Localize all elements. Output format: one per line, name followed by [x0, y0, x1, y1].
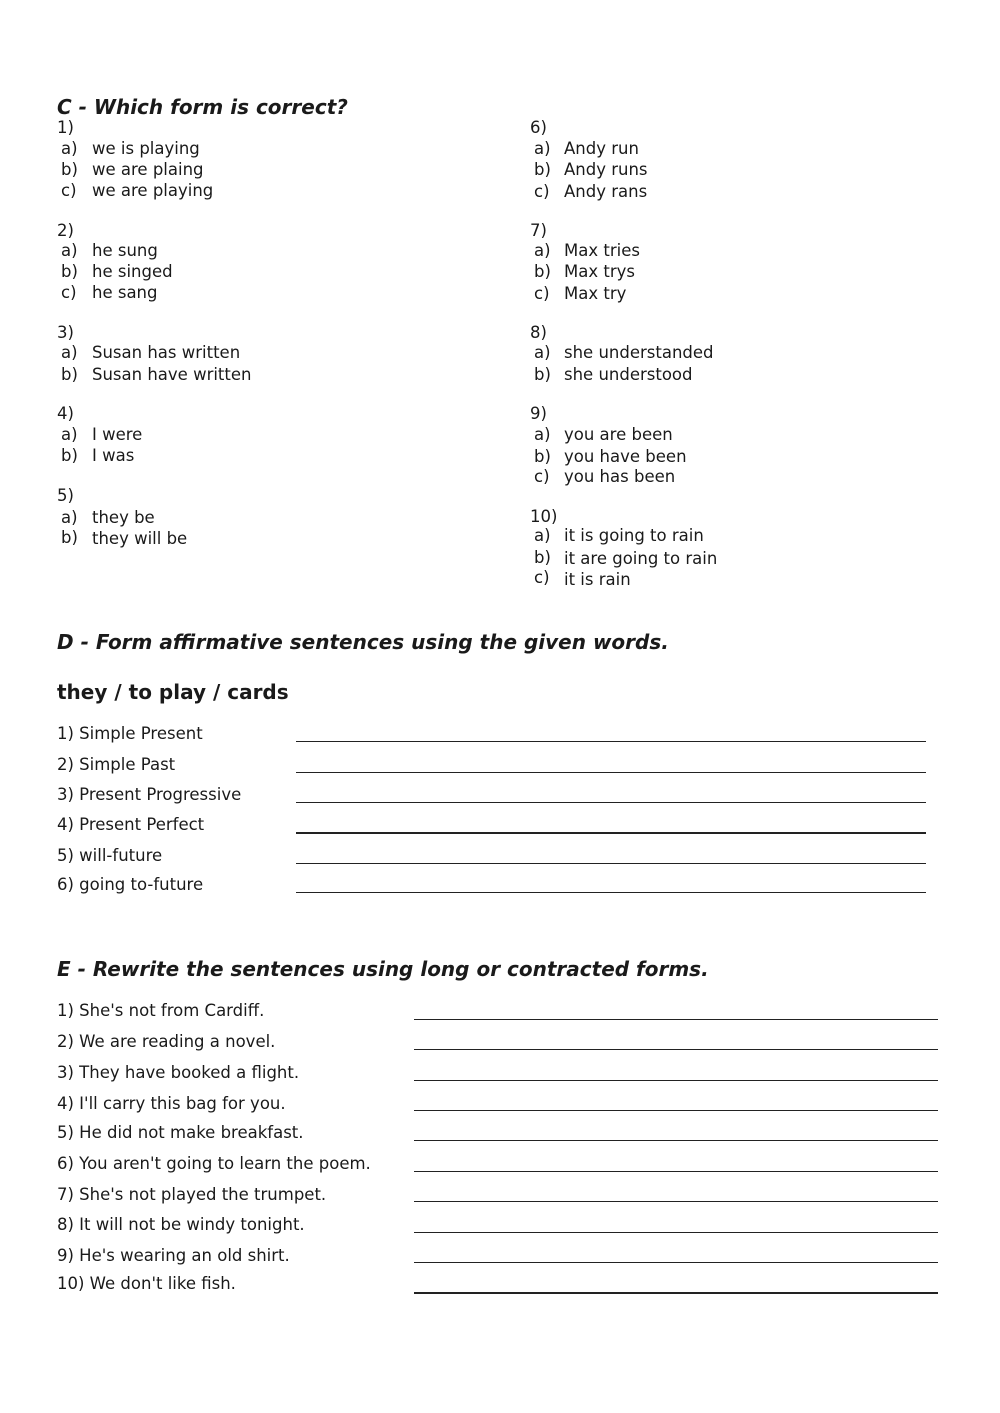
option-letter: b) — [61, 262, 78, 281]
option-letter: b) — [534, 548, 551, 567]
section-e-heading: E - Rewrite the sentences using long or contracted forms. — [57, 957, 709, 981]
option-text[interactable]: it is rain — [564, 570, 631, 589]
question-number: 7) — [530, 221, 547, 240]
option-text[interactable]: you are been — [564, 425, 673, 444]
option-letter: a) — [534, 526, 551, 545]
question-number: 9) — [530, 404, 547, 423]
option-letter: b) — [61, 365, 78, 384]
section-d-item: 4) Present Perfect — [57, 815, 205, 834]
answer-line[interactable] — [414, 1292, 938, 1294]
option-text[interactable]: I was — [92, 446, 135, 465]
section-d-heading: D - Form affirmative sentences using the given words. — [57, 630, 669, 654]
option-letter: b) — [534, 160, 551, 179]
option-letter: a) — [534, 425, 551, 444]
section-d-prompt: they / to play / cards — [57, 680, 289, 704]
option-letter: c) — [61, 283, 77, 302]
option-text[interactable]: it are going to rain — [564, 549, 718, 568]
question-number: 6) — [530, 118, 547, 137]
option-letter: c) — [534, 182, 550, 201]
section-d-item: 6) going to-future — [57, 875, 204, 894]
option-text[interactable]: they will be — [92, 529, 188, 548]
question-number: 4) — [57, 404, 74, 423]
option-text[interactable]: Max tries — [564, 241, 640, 260]
option-text[interactable]: he sang — [92, 283, 158, 302]
option-text[interactable]: you has been — [564, 467, 676, 486]
answer-line[interactable] — [414, 1049, 938, 1050]
answer-line[interactable] — [414, 1080, 938, 1081]
option-letter: b) — [61, 528, 78, 547]
answer-line[interactable] — [414, 1140, 938, 1141]
section-e-item: 1) She's not from Cardiff. — [57, 1001, 265, 1020]
answer-line[interactable] — [414, 1201, 938, 1202]
section-e-item: 4) I'll carry this bag for you. — [57, 1094, 286, 1113]
answer-line[interactable] — [414, 1232, 938, 1233]
answer-line[interactable] — [414, 1262, 938, 1263]
question-number: 3) — [57, 323, 74, 342]
option-text[interactable]: she understanded — [564, 343, 714, 362]
option-text[interactable]: we are plaing — [92, 160, 204, 179]
answer-line[interactable] — [296, 741, 926, 742]
section-e-item: 3) They have booked a flight. — [57, 1063, 300, 1082]
section-c-heading: C - Which form is correct? — [57, 95, 348, 119]
option-letter: b) — [534, 447, 551, 466]
option-letter: b) — [61, 446, 78, 465]
answer-line[interactable] — [296, 802, 926, 803]
option-letter: c) — [61, 181, 77, 200]
option-letter: a) — [61, 425, 78, 444]
option-text[interactable]: we are playing — [92, 181, 214, 200]
section-d-item: 5) will-future — [57, 846, 163, 865]
answer-line[interactable] — [296, 832, 926, 834]
answer-line[interactable] — [414, 1110, 938, 1111]
option-text[interactable]: they be — [92, 508, 155, 527]
section-e-item: 2) We are reading a novel. — [57, 1032, 276, 1051]
option-letter: a) — [61, 241, 78, 260]
question-number: 8) — [530, 323, 547, 342]
answer-line[interactable] — [414, 1019, 938, 1020]
question-number: 1) — [57, 118, 74, 137]
option-letter: b) — [534, 365, 551, 384]
option-text[interactable]: Andy run — [564, 139, 639, 158]
question-number: 5) — [57, 486, 74, 505]
option-text[interactable]: it is going to rain — [564, 526, 704, 545]
option-text[interactable]: Max trys — [564, 262, 635, 281]
option-text[interactable]: he singed — [92, 262, 173, 281]
option-letter: a) — [534, 343, 551, 362]
section-d-item: 2) Simple Past — [57, 755, 176, 774]
option-text[interactable]: Andy rans — [564, 182, 648, 201]
section-e-item: 8) It will not be windy tonight. — [57, 1215, 305, 1234]
option-text[interactable]: Susan has written — [92, 343, 241, 362]
option-text[interactable]: we is playing — [92, 139, 200, 158]
option-text[interactable]: Susan have written — [92, 365, 252, 384]
option-text[interactable]: I were — [92, 425, 143, 444]
option-text[interactable]: he sung — [92, 241, 158, 260]
option-letter: b) — [534, 262, 551, 281]
answer-line[interactable] — [296, 772, 926, 773]
section-d-item: 3) Present Progressive — [57, 785, 242, 804]
option-letter: a) — [61, 508, 78, 527]
question-number: 10) — [530, 507, 558, 526]
section-d-item: 1) Simple Present — [57, 724, 203, 743]
option-letter: a) — [534, 139, 551, 158]
section-e-item: 10) We don't like fish. — [57, 1274, 236, 1293]
option-letter: c) — [534, 568, 550, 587]
option-letter: c) — [534, 284, 550, 303]
answer-line[interactable] — [296, 892, 926, 893]
section-e-item: 6) You aren't going to learn the poem. — [57, 1154, 371, 1173]
answer-line[interactable] — [296, 863, 926, 864]
option-text[interactable]: you have been — [564, 447, 687, 466]
section-e-item: 7) She's not played the trumpet. — [57, 1185, 327, 1204]
option-letter: a) — [61, 343, 78, 362]
section-e-item: 5) He did not make breakfast. — [57, 1123, 304, 1142]
answer-line[interactable] — [414, 1171, 938, 1172]
option-letter: a) — [534, 241, 551, 260]
option-text[interactable]: she understood — [564, 365, 693, 384]
option-text[interactable]: Max try — [564, 284, 627, 303]
option-letter: a) — [61, 139, 78, 158]
question-number: 2) — [57, 221, 74, 240]
option-letter: b) — [61, 160, 78, 179]
option-text[interactable]: Andy runs — [564, 160, 648, 179]
section-e-item: 9) He's wearing an old shirt. — [57, 1246, 290, 1265]
option-letter: c) — [534, 467, 550, 486]
